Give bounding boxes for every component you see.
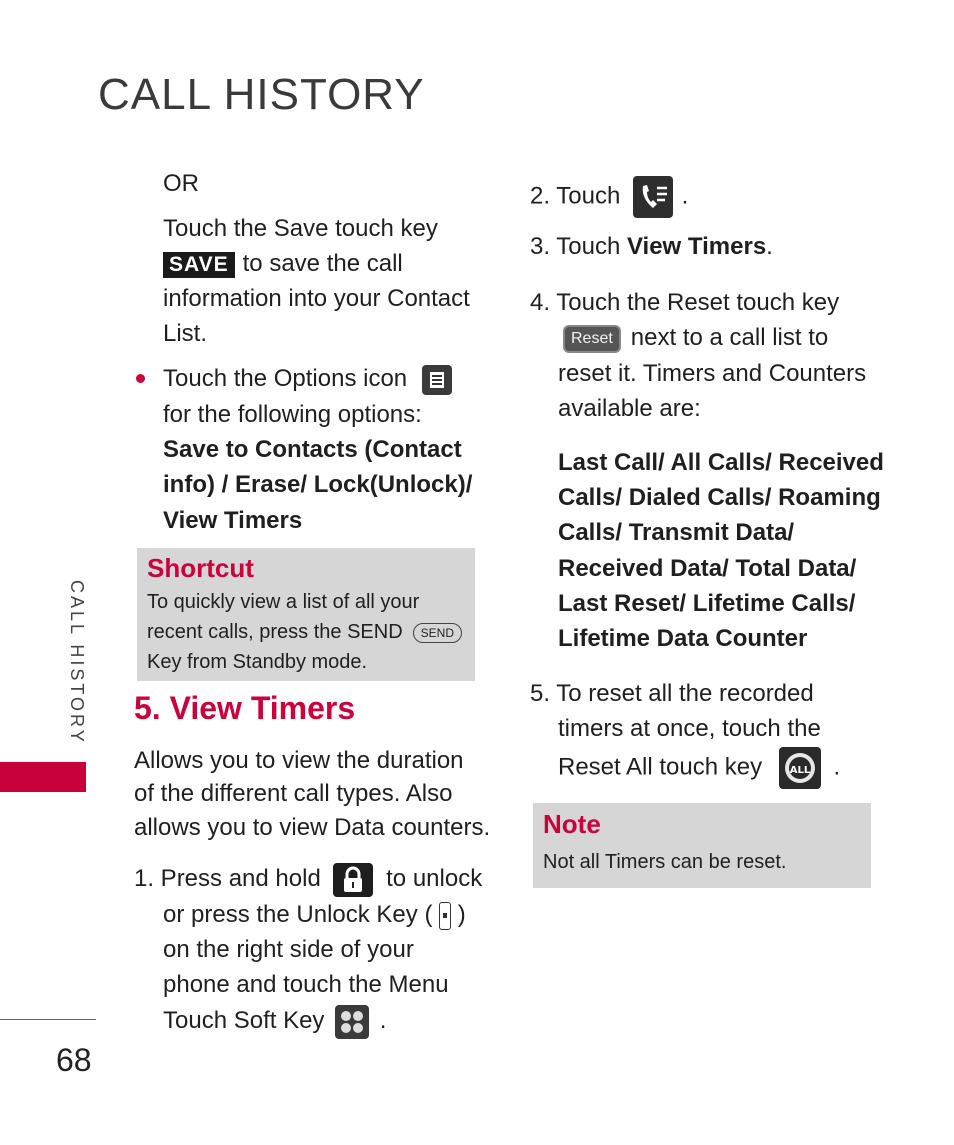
note-box: [533, 803, 871, 888]
step-4-line-4: available are:: [558, 395, 701, 422]
options-list-2: info) / Erase/ Lock(Unlock)/: [163, 471, 473, 498]
send-key-icon: SEND: [413, 623, 462, 643]
page-number: 68: [56, 1042, 92, 1078]
save-intro: Touch the Save touch key: [163, 215, 438, 242]
options-line-1-text: Touch the Options icon: [163, 365, 408, 392]
save-line-1: [163, 246, 403, 281]
step-1-line-4: phone and touch the Menu: [163, 971, 449, 998]
shortcut-line-2-text: recent calls, press the SEND: [147, 621, 403, 643]
shortcut-title: Shortcut: [147, 553, 254, 583]
footer-rule: [0, 1019, 96, 1020]
reset-all-icon: [779, 747, 821, 789]
lock-icon: [333, 863, 373, 897]
timers-list-4: Received Data/ Total Data/: [558, 555, 857, 582]
shortcut-line-3: Key from Standby mode.: [147, 651, 368, 673]
timers-list-2: Calls/ Dialed Calls/ Roaming: [558, 484, 881, 511]
reset-key-icon: Reset: [563, 325, 621, 353]
step-5-text-c: Reset All touch key: [558, 753, 763, 781]
step-3-prefix: 3. Touch: [530, 233, 621, 260]
step-1-line-2: [163, 897, 466, 932]
step-4-line-1: 4. Touch the Reset touch key: [530, 289, 840, 316]
step-5-line-3: [558, 747, 840, 789]
section-tab-marker: [0, 762, 86, 792]
step-1-text-a: 1. Press and hold: [134, 865, 321, 892]
timers-list-5: Last Reset/ Lifetime Calls/: [558, 590, 856, 617]
save-line-1-text: to save the call: [242, 250, 403, 277]
save-line-2: information into your Contact: [163, 285, 470, 312]
page-title: CALL HISTORY: [98, 70, 425, 119]
step-1-end: .: [379, 1007, 387, 1034]
reset-all-icon-label: ALL: [789, 765, 811, 776]
section-side-label: CALL HISTORY: [67, 580, 87, 745]
section-heading: 5. View Timers: [134, 690, 356, 726]
step-3-end: .: [766, 233, 773, 260]
step-2: [530, 176, 688, 218]
options-list-1: Save to Contacts (Contact: [163, 436, 462, 463]
step-2-text: 2. Touch: [530, 182, 621, 210]
step-2-end: .: [681, 182, 689, 210]
shortcut-line-2: [147, 617, 462, 647]
step-4-text-b: next to a call list to: [630, 324, 829, 351]
timers-list-1: Last Call/ All Calls/ Received: [558, 449, 884, 476]
step-1-text-b: to unlock: [386, 865, 483, 892]
step-5-line-1: 5. To reset all the recorded: [530, 680, 814, 707]
timers-list-6: Lifetime Data Counter: [558, 625, 808, 652]
step-5-end: .: [833, 753, 841, 781]
bullet-icon: [136, 374, 145, 383]
shortcut-line-1: To quickly view a list of all your: [147, 591, 420, 613]
step-5-line-2: timers at once, touch the: [558, 715, 821, 742]
step-3-bold: View Timers: [626, 233, 767, 260]
step-1-line-5: [163, 1003, 386, 1039]
shortcut-box: [137, 548, 475, 681]
step-3: [530, 229, 773, 264]
step-4-line-2: [563, 320, 828, 355]
options-line-1: [163, 361, 452, 396]
or-label: OR: [163, 170, 199, 197]
step-4-line-3: reset it. Timers and Counters: [558, 360, 867, 387]
step-1-line-1: [134, 861, 482, 897]
call-history-icon: [633, 176, 673, 218]
options-line-2: for the following options:: [163, 401, 422, 428]
step-1-line-3: on the right side of your: [163, 936, 414, 963]
step-1-text-d: ): [457, 901, 466, 928]
options-menu-icon: [422, 365, 452, 395]
note-body: Not all Timers can be reset.: [543, 851, 787, 873]
section-desc-2: of the different call types. Also: [134, 780, 453, 807]
save-key-icon: SAVE: [163, 252, 235, 278]
step-1-text-g: Touch Soft Key: [163, 1007, 325, 1034]
options-list-3: View Timers: [163, 507, 303, 534]
menu-grid-icon: [335, 1005, 369, 1039]
note-title: Note: [543, 809, 601, 839]
timers-list-3: Calls/ Transmit Data/: [558, 519, 795, 546]
section-desc-1: Allows you to view the duration: [134, 747, 464, 774]
unlock-key-icon: [439, 902, 451, 930]
step-1-text-c: or press the Unlock Key (: [163, 901, 433, 928]
section-desc-3: allows you to view Data counters.: [134, 814, 491, 841]
save-line-3: List.: [163, 320, 208, 347]
